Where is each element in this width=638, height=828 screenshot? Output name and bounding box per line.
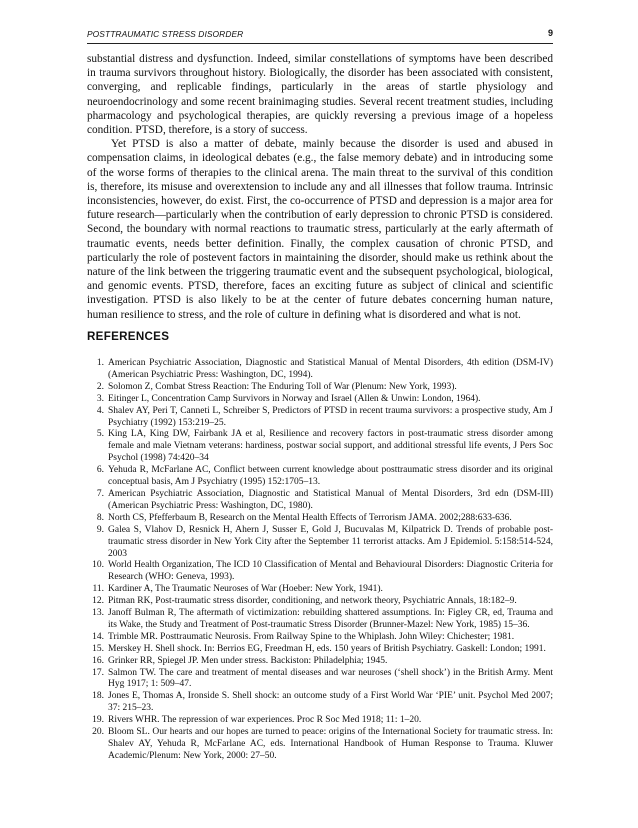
reference-text: Merskey H. Shell shock. In: Berrios EG, Freedman H, eds. 150 years of British Psychiatry. Gaskell: London; 1991.	[108, 643, 546, 654]
reference-number: 3.	[96, 393, 104, 404]
reference-item	[87, 596, 553, 608]
running-head	[87, 27, 553, 44]
reference-text: American Psychiatric Association, Diagnostic and Statistical Manual of Mental Disorders, 3rd edn (DSM-III) (American Psychiatric Press: Washington, DC, 1980).	[108, 488, 553, 511]
reference-text: Yehuda R, McFarlane AC, Conflict between current knowledge about posttraumatic stress disorder and its original conceptual basis, Am J Psychiatry (1995) 152:1705–13.	[108, 465, 553, 488]
page-number: 9	[547, 28, 553, 38]
reference-text: Shalev AY, Peri T, Canneti L, Schreiber S, Predictors of PTSD in recent trauma survivors: a prospective study, Am J Psychiatry (1992) 153:219–25.	[108, 405, 553, 428]
reference-item	[87, 727, 553, 763]
reference-number: 8.	[96, 512, 104, 523]
reference-item	[87, 715, 553, 727]
reference-text: Grinker RR, Spiegel JP. Men under stress. Backiston: Philadelphia; 1945.	[108, 655, 388, 666]
reference-text: World Health Organization, The ICD 10 Classification of Mental and Behavioural Disorders: Diagnostic Criteria for Research (WHO: Geneva, 1993).	[108, 560, 553, 583]
reference-number: 2.	[96, 381, 104, 392]
reference-text: American Psychiatric Association, Diagnostic and Statistical Manual of Mental Disorders, 4th edition (DSM-IV) (American Psychiatric Press: Washington, DC, 1994).	[108, 358, 553, 380]
reference-item	[87, 560, 553, 584]
reference-number: 4.	[96, 405, 104, 416]
reference-number: 12.	[92, 596, 104, 607]
reference-item	[87, 644, 553, 656]
reference-text: North CS, Pfefferbaum B, Research on the Mental Health Effects of Terrorism JAMA. 2002;288:633-636.	[108, 512, 512, 523]
reference-number: 18.	[92, 691, 104, 702]
reference-number: 11.	[92, 584, 104, 595]
reference-number: 14.	[92, 631, 104, 642]
reference-text: Rivers WHR. The repression of war experiences. Proc R Soc Med 1918; 11: 1–20.	[108, 715, 422, 726]
paragraph: Yet PTSD is also a matter of debate, mainly because the disorder is used and abused in compensation claims, in ideological debates (e.g., the false memory debate) and in introducing some of the worse forms of therapies to the clinical arena. The main threat to the survival of this condition is, therefore, its misuse and overextension to include any and all illnesses that follow trauma. Intrinsic inconsistencies, however, do exist. First, the co-occurrence of PTSD and depression is a major area for future research—particularly when the contribution of early depression to chronic PTSD is considered. Second, the boundary with normal reactions to traumatic stress, particularly at the early aftermath of traumatic events, needs better definition. Finally, the complex causation of chronic PTSD, and particularly the role of postevent factors in maintaining the disorder, should make us rethink about the nature of the link between the triggering traumatic event and the subsequent psychological, biological, and genomic events. PTSD, therefore, faces an exciting future as subject of clinical and scientific investigation. PTSD is also likely to be at the center of future debates concerning human nature, human resilience to stress, and the role of culture in defining what is disordered and what is not.	[87, 138, 553, 321]
reference-item	[87, 525, 553, 561]
reference-text: Bloom SL. Our hearts and our hopes are turned to peace: origins of the International Society for traumatic stress. In: Shalev AY, Yehuda R, McFarlane AC, eds. International Handbook of Human Response to Trauma. Kluwer Academic/Plenum: New York, 2000: 27–50.	[108, 727, 553, 761]
reference-number: 1.	[96, 358, 104, 368]
reference-text: Solomon Z, Combat Stress Reaction: The Enduring Toll of War (Plenum: New York, 1993).	[108, 381, 457, 392]
reference-item	[87, 358, 553, 382]
reference-number: 17.	[92, 667, 104, 678]
reference-text: Salmon TW. The care and treatment of mental diseases and war neuroses (‘shell shock’) in the British Army. Ment Hyg 1917; 1: 509–47.	[108, 667, 553, 690]
reference-number: 5.	[96, 429, 104, 440]
reference-number: 20.	[92, 727, 104, 738]
reference-text: Janoff Bulman R, The aftermath of victimization: rebuilding shattered assumptions. In: Figley CR, ed, Trauma and its Wake, the Study and Treatment of Post-traumatic Stress Disorder (Brunner-Mazel: New York, 1985) 15–36.	[108, 608, 553, 630]
reference-list	[87, 358, 553, 763]
reference-item	[87, 608, 553, 632]
reference-item	[87, 465, 553, 489]
reference-text: Kardiner A, The Traumatic Neuroses of War (Hoeber: New York, 1941).	[108, 584, 383, 595]
reference-item	[87, 382, 553, 394]
reference-text: Pitman RK, Post-traumatic stress disorder, conditioning, and network theory, Psychiatric Annals, 18:182–9.	[108, 596, 517, 607]
reference-item	[87, 406, 553, 430]
reference-text: Jones E, Thomas A, Ironside S. Shell shock: an outcome study of a First World War ‘PIE’ unit. Psychol Med 2007; 37: 215–23.	[108, 691, 553, 714]
reference-text: Galea S, Vlahov D, Resnick H, Ahern J, Susser E, Gold J, Bucuvalas M, Kilpatrick D. Trends of probable post-traumatic stress disorder in New York City after the September 11 terrorist attacks. Am J Epidemiol. 5:158:514-524, 2003	[108, 524, 553, 559]
running-title: POSTTRAUMATIC STRESS DISORDER	[87, 29, 244, 39]
reference-text: King LA, King DW, Fairbank JA et al, Resilience and recovery factors in post-traumatic stress disorder among female and male Vietnam veterans: hardiness, postwar social support, and additional stressful life events, J Pers Soc Psychol (1998) 74:420–34	[108, 429, 553, 464]
reference-number: 13.	[92, 608, 104, 619]
reference-number: 9.	[96, 524, 104, 535]
body-text	[87, 52, 553, 322]
paragraph: substantial distress and dysfunction. Indeed, similar constellations of symptoms have been described in trauma survivors throughout history. Biologically, the disorder has been associated with consistent, converging, and replicable findings, particularly in the areas of startle physiology and neuroendocrinology and some recent brainimaging studies. Several recent treatment studies, including pharmacology and psychological therapies, are quickly reversing a previous image of a hopeless condition. PTSD, therefore, is a story of success.	[87, 53, 553, 137]
reference-number: 6.	[96, 465, 104, 476]
reference-item	[87, 429, 553, 465]
reference-number: 7.	[96, 488, 104, 499]
reference-item	[87, 656, 553, 668]
reference-item	[87, 668, 553, 692]
reference-number: 16.	[92, 655, 104, 666]
reference-text: Trimble MR. Posttraumatic Neurosis. From Railway Spine to the Whiplash. John Wiley: Chichester; 1981.	[108, 631, 515, 642]
reference-number: 10.	[92, 560, 104, 571]
references-heading: REFERENCES	[87, 330, 170, 343]
reference-item	[87, 584, 553, 596]
reference-item	[87, 691, 553, 715]
reference-item	[87, 513, 553, 525]
reference-item	[87, 394, 553, 406]
reference-item	[87, 489, 553, 513]
reference-number: 19.	[92, 715, 104, 726]
reference-text: Eitinger L, Concentration Camp Survivors in Norway and Israel (Allen & Unwin: London, 1964).	[108, 393, 481, 404]
reference-number: 15.	[92, 643, 104, 654]
reference-item	[87, 632, 553, 644]
